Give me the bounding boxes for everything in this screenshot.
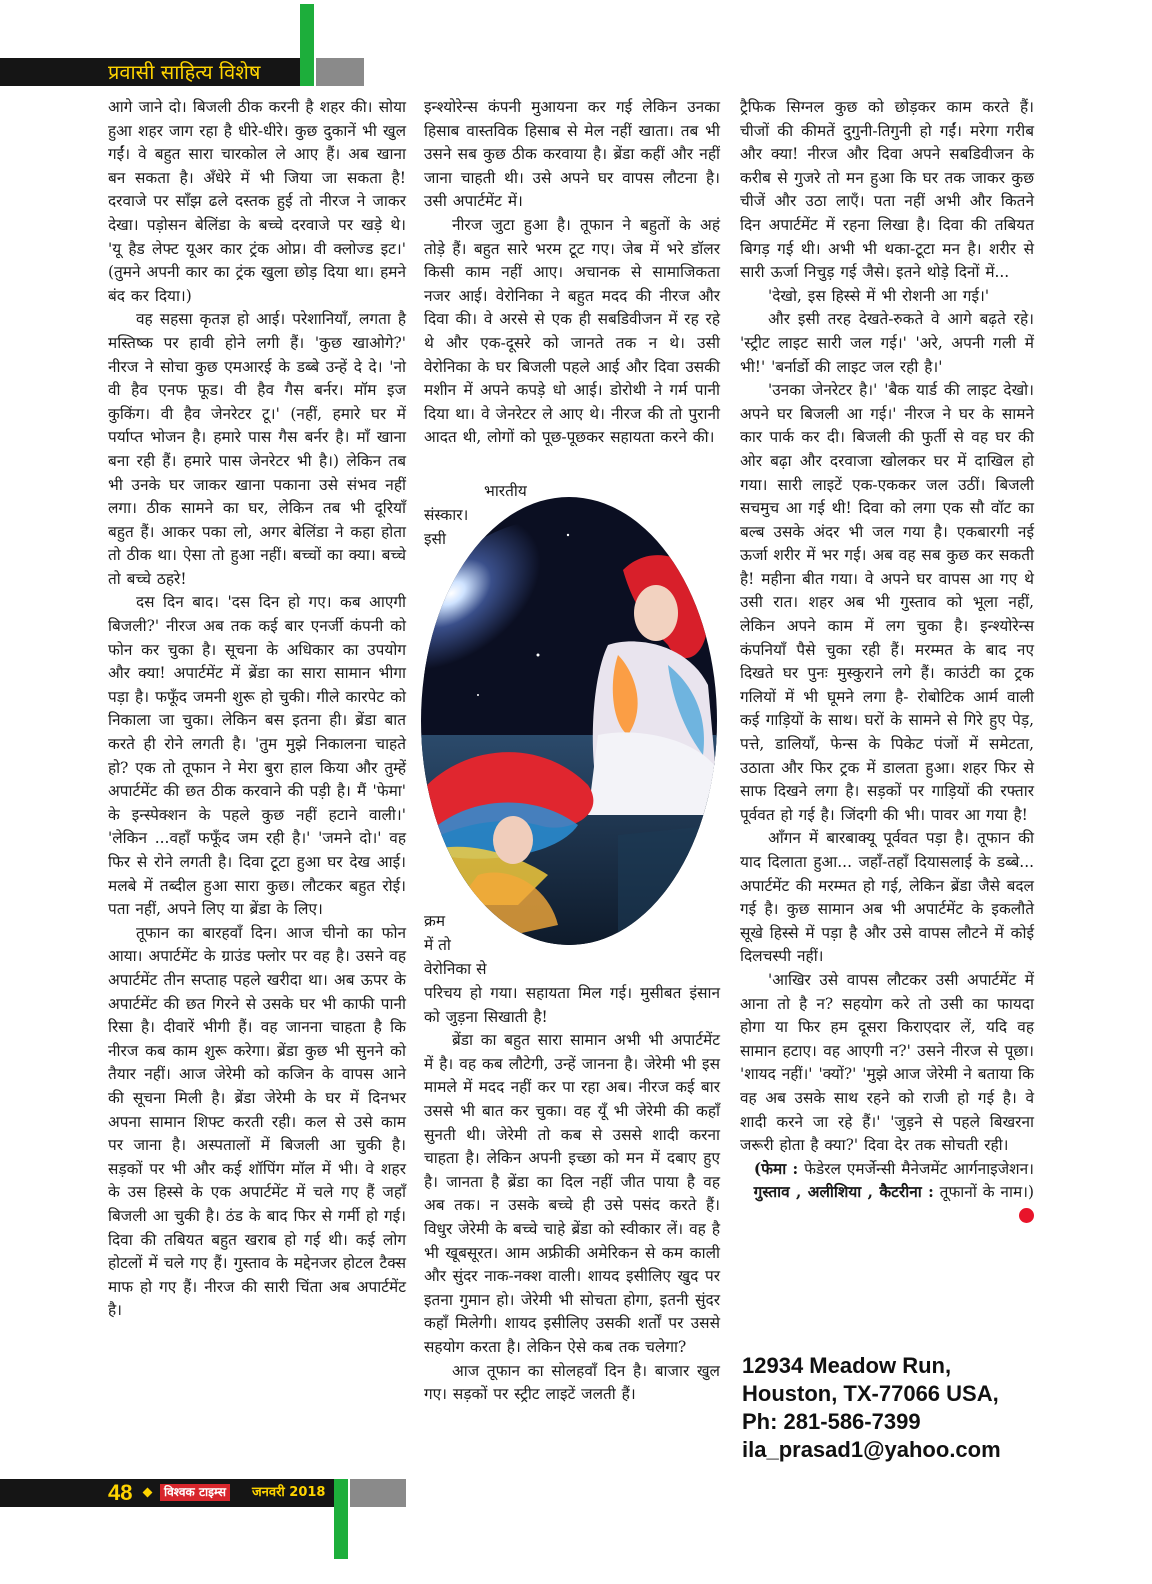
footnote-label: (फेमा : <box>753 1159 799 1178</box>
author-address <box>742 1352 1001 1464</box>
paragraph: परिचय हो गया। सहायता मिल गई। मुसीबत इंसान को जुड़ना सिखाती है! <box>424 984 720 1026</box>
article-column-1 <box>108 96 406 1323</box>
paragraph: तूफान का बारहवाँ दिन। आज चीनो का फोन आया। अपार्टमेंट के ग्राउंड फ्लोर पर वह है। उसने वह अपार्टमेंट तीन सप्ताह पहले खरीदा था। अब ऊपर के अपार्टमेंट की छत गिरने से उसके घर भी काफी पानी रिसा है। दीवारें भीगी हैं। वह जानना चाहता है कि नीरज कब काम शुरू करेगा। ब्रेंडा कुछ भी सुनने को तैयार नहीं। आज जेरेमी को कजिन के वापस आने की सूचना मिली है। ब्रेंडा जेरेमी के घर में दिनभर अपना सामान शिफ्ट करती रही। कल से उसे काम पर जाना है। अस्पतालों में बिजली आ चुकी है। सड़कों पर भी और कई शॉपिंग मॉल में भी। वे शहर के उस हिस्से के एक अपार्टमेंट में चले गए हैं जहाँ बिजली आ चुकी है। ठंड के बाद फिर से गर्मी हो गई। दिवा की तबियत बहुत खराब हो गई थी। कई लोग होटलों में चले गए हैं। गुस्ताव के मद्देनजर होटल टैक्स माफ हो गए हैं। नीरज की सारी चिंता अब अपार्टमेंट है। <box>108 923 406 1320</box>
paragraph: दस दिन बाद। 'दस दिन हो गए। कब आएगी बिजली?' नीरज अब तक कई बार एनर्जी कंपनी को फोन कर चुका है। सूचना के अधिकार का उपयोग और क्या! अपार्टमेंट में ब्रेंडा का सारा सामान भीगा पड़ा है। फफूँद जमनी शुरू हो चुकी। गीले कारपेट को निकाला जा चुका। लेकिन बस इतना ही। ब्रेंडा बात करते ही रोने लगती है। 'तुम मुझे निकालना चाहते हो? एक तो तूफान ने मेरा बुरा हाल किया और तुम्हें अपार्टमेंट की छत ठीक करवाने की पड़ी है। मैं 'फेमा' के इन्स्पेक्शन के पहले कुछ नहीं हटाने वाली।' 'लेकिन ...वहाँ फफूँद जम रही है।' 'जमने दो।' वह फिर से रोने लगती है। दिवा टूटा हुआ घर देख आई। मलबे में तब्दील हुआ सारा कुछ। लौटकर बहुत रोई। पता नहीं, अपने लिए या ब्रेंडा के लिए। <box>108 593 406 919</box>
address-line: Houston, TX-77066 USA, <box>742 1381 999 1406</box>
phone-line: Ph: 281-586-7399 <box>742 1409 921 1434</box>
wrap-text: संस्कार। <box>424 506 469 524</box>
end-mark-icon <box>1019 1208 1034 1223</box>
wrap-text: क्रम <box>424 912 446 930</box>
paragraph: ट्रैफिक सिग्नल कुछ को छोड़कर काम करते हैं। चीजों की कीमतें दुगुनी-तिगुनी हो गईं। मरेगा गरीब और क्या! नीरज और दिवा अपने सबडिवीजन के करीब से गुजरे तो मन हुआ कि घर तक जाकर कुछ चीजें और उठा लाएँ। पता नहीं अभी और कितने दिन अपार्टमेंट में रहना लिखा है। दिवा की तबियत बिगड़ गई थी। अभी भी थका-टूटा मन है। शरीर से सारी ऊर्जा निचुड़ गई जैसे। इतने थोड़े दिनों में... <box>740 98 1034 282</box>
address-line: 12934 Meadow Run, <box>742 1353 952 1378</box>
footnote-text: तूफानों के नाम।) <box>939 1183 1034 1202</box>
article-column-2-continued <box>424 982 720 1407</box>
diamond-icon <box>143 1488 153 1498</box>
article-column-2 <box>424 96 720 450</box>
paragraph: 'देखो, इस हिस्से में भी रोशनी आ गई।' <box>768 286 990 305</box>
header-green-accent <box>300 4 314 86</box>
paragraph: आगे जाने दो। बिजली ठीक करनी है शहर की। सोया हुआ शहर जाग रहा है धीरे-धीरे। कुछ दुकानें भी खुल गईं। वे बहुत सारा चारकोल ले आए हैं। अब खाना बन सकता है। अँधेरे में भी जिया जा सकता है! दरवाजे पर साँझ ढले दस्तक हुई तो नीरज ने जाकर देखा। पड़ोसन बेलिंडा के बच्चे दरवाजे पर खड़े थे। 'यू हैड लेफ्ट यूअर कार ट्रंक ओप्न। वी क्लोज्ड इट।' (तुमने अपनी कार का ट्रंक खुला छोड़ दिया था। हमने बंद कर दिया।) <box>108 98 406 305</box>
paragraph: 'आखिर उसे वापस लौटकर उसी अपार्टमेंट में आना तो है न? सहयोग करे तो उसी का फायदा होगा या फिर हम दूसरा किराएदार लें, यदि वह सामान हटाए। वह आएगी न?' उसने नीरज से पूछा। 'शायद नहीं।' 'क्यों?' 'मुझे आज जेरेमी ने बताया कि वह अब उसके साथ रहने को राजी हो गई है। वे शादी करने जा रहे हैं।' 'जुड़ने से पहले बिखरना जरूरी होता है क्या?' दिवा देर तक सोचती रही। <box>740 970 1034 1155</box>
story-illustration <box>418 495 720 947</box>
paragraph: 'उनका जेनरेटर है।' 'बैक यार्ड की लाइट देखो। अपने घर बिजली आ गई।' नीरज ने घर के सामने कार पार्क कर दी। बिजली की फुर्ती से वह घर की ओर बढ़ा और दरवाजा खोलकर घर में दाखिल हो गया। सारी लाइटें एक-एककर जल उठीं। बिजली सचमुच आ गई थी! दिवा को लगा एक सौ वॉट का बल्ब उसके अंदर भी जल गया है। एकबारगी नई ऊर्जा शरीर में भर गई। अब वह सब कुछ कर सकती है! महीना बीत गया। वे अपने घर वापस आ गए थे उसी रात। शहर अब भी गुस्ताव को भूला नहीं, लेकिन अपने काम में लग चुका है। इन्श्योरेन्स कंपनियाँ पैसे चुका रही हैं। मरम्मत के बाद नए दिखते घर पुनः मुस्कुराने लगे हैं। काउंटी का ट्रक गलियों में भी घूमने लगा है- रोबोटिक आर्म वाली कई गाड़ियों के साथ। घरों के सामने से गिरे हुए पेड़, पत्ते, डालियाँ, फेन्स के पिकेट पंजों में समेटता, उठाता और फिर ट्रक में डालता हुआ। शहर फिर से साफ दिखने लगा है। सड़कों पर गाड़ियों की रफ्तार पूर्ववत हो गई है। जिंदगी की भी। पावर आ गया है! <box>740 381 1034 824</box>
section-header-bar <box>0 58 300 86</box>
magazine-logo: विश्वक टाइम्स <box>160 1484 230 1501</box>
header-gray-block <box>316 58 364 86</box>
article-column-3 <box>740 96 1034 1229</box>
email-line: ila_prasad1@yahoo.com <box>742 1437 1001 1462</box>
paragraph: इन्श्योरेन्स कंपनी मुआयना कर गई लेकिन उनका हिसाब वास्तविक हिसाब से मेल नहीं खाता। तब भी उसने सब कुछ ठीक करवाया है। ब्रेंडा कहीं और नहीं जाना चाहती थी। उसे अपने घर वापस लौटना है। उसी अपार्टमेंट में। <box>424 98 720 211</box>
page-number: 48 <box>108 1480 133 1505</box>
paragraph: नीरज जुटा हुआ है। तूफान ने बहुतों के अहं तोड़े हैं। बहुत सारे भरम टूट गए। जेब में भरे डॉलर किसी काम नहीं आए। अचानक से सामाजिकता नजर आई। वेरोनिका ने बहुत मदद की नीरज और दिवा की। वे अरसे से एक ही सबडिवीजन में रह रहे थे और एक-दूसरे को जानते तक न थे। उसी वेरोनिका के घर बिजली पहले आई और दिवा उसकी मशीन में अपने कपड़े धो आई। डोरोथी ने गर्म पानी दिया था। वे जेनरेटर ले आए थे। नीरज की तो पुरानी आदत थी, लोगों को पूछ-पूछकर सहायता करने की। <box>424 215 720 447</box>
paragraph: आँगन में बारबाक्यू पूर्ववत पड़ा है। तूफान की याद दिलाता हुआ... जहाँ-तहाँ दियासलाई के डब्बे... अपार्टमेंट की मरम्मत हो गई, लेकिन ब्रेंडा जैसे बदल गई है। कुछ सामान अब भी अपार्टमेंट के इकलौते सूखे हिस्से में पड़ा है और उसे वापस लौटने में कोई दिलचस्पी नहीं। <box>740 829 1034 966</box>
footnote-text: फेडेरल एमर्जेन्सी मैनेजमेंट आर्गनाइजेशन। <box>804 1159 1034 1178</box>
paragraph: ब्रेंडा का बहुत सारा सामान अभी भी अपार्टमेंट में है। वह कब लौटेगी, उन्हें जानना है। जेरेमी भी इस मामले में मदद नहीं कर पा रहा अब। नीरज कई बार उससे भी बात कर चुका। वह यूँ भी जेरेमी की कहाँ सुनती थी। जेरेमी तो कब से उससे शादी करना चाहता है। लेकिन अपनी इच्छा को मन में दबाए हुए है। जानता है ब्रेंडा का दिल नहीं जीत पाया है वह अब तक। न उसके बच्चे ही उसे पसंद करते हैं। विधुर जेरेमी के बच्चे चाहे ब्रेंडा को स्वीकार लें। वह है भी खूबसूरत। आम अफ्रीकी अमेरिकन से कम काली और सुंदर नाक-नक्श वाली। शायद इसीलिए खुद पर इतना गुमान हो। जेरेमी भी सोचता होगा, इतनी सुंदर कहाँ मिलेगी। शायद इसीलिए उसकी शर्तों पर उससे सहयोग करता है। लेकिन ऐसे कब तक चलेगा? <box>424 1031 720 1356</box>
issue-date: जनवरी 2018 <box>252 1485 326 1500</box>
footnote-credit <box>740 1158 1034 1229</box>
paragraph: वह सहसा कृतज्ञ हो आई। परेशानियाँ, लगता है मस्तिष्क पर हावी होने लगी हैं। 'कुछ खाओगे?' नीरज ने सोचा कुछ एमआरई के डब्बे उन्हें दे दे। 'नो वी हैव एनफ फूड। वी हैव गैस बर्नर। मॉम इज कुकिंग। वी हैव जेनरेटर टू।' (नहीं, हमारे घर में पर्याप्त भोजन है। हमारे पास गैस बर्नर है। माँ खाना बना रही हैं। हमारे पास जेनरेटर भी है।) लेकिन तब भी उनके घर जाकर खाना पकाना उसे संभव नहीं लगा। ठीक सामने का घर, लेकिन तब भी दूरियाँ बहुत हैं। आकर पका लो, अगर बेलिंडा ने कहा होता तो ठीक था। ऐसा तो हुआ नहीं। बच्चों का क्या। बच्चे तो बच्चे ठहरे! <box>108 310 406 588</box>
paragraph: और इसी तरह देखते-रुकते वे आगे बढ़ते रहे। 'स्ट्रीट लाइट सारी जल गई।' 'अरे, अपनी गली में भी!' 'बर्नार्डो की लाइट जल रही है।' <box>740 310 1034 376</box>
illustration-image <box>418 495 720 947</box>
paragraph: आज तूफान का सोलहवाँ दिन है। बाजार खुल गए। सड़कों पर स्ट्रीट लाइटें जलती हैं। <box>424 1361 720 1404</box>
footer-gray-block <box>350 1479 406 1507</box>
footer-bar <box>0 1479 334 1507</box>
wrap-text: में तो <box>424 936 451 954</box>
wrap-text: वेरोनिका से <box>424 960 487 978</box>
wrap-word: भारतीय <box>484 482 527 500</box>
footnote-label: गुस्ताव , अलीशिया , कैटरीना : <box>753 1183 934 1202</box>
footer-green-accent <box>334 1479 348 1559</box>
wrap-text: इसी <box>424 530 446 548</box>
section-label: प्रवासी साहित्य विशेष <box>108 60 261 84</box>
